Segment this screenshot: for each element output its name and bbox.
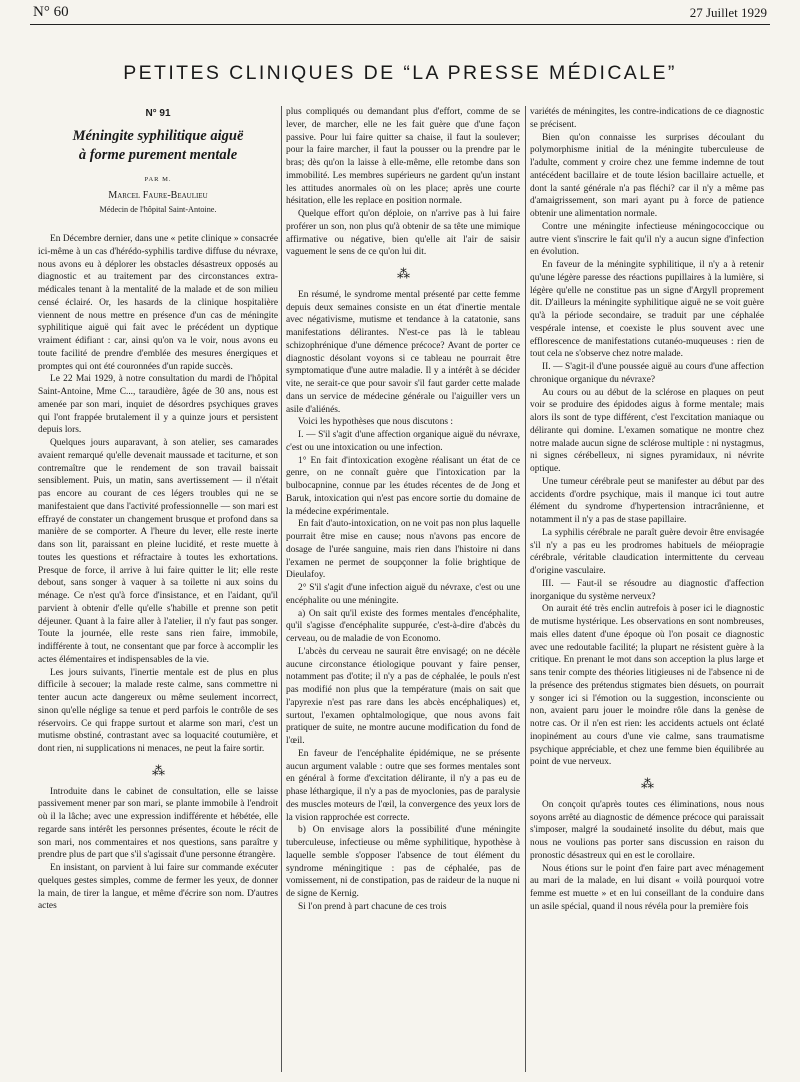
paragraph: 1° En fait d'intoxication exogène réalisant un état de ce genre, on ne connaît guère que l'intoxication par la bulbocapnine, connue par les études récentes de de Jong et Baruk, intoxication qui n'est pas encore sortie du domaine de la médecine expérimentale. (286, 455, 520, 517)
paragraph: Introduite dans le cabinet de consultation, elle se laisse passivement mener par son mari, se plante immobile à l'endroit où il la lâche; avec une expression indifférente et hébétée, elle regarde sans intérêt les personnes présentes, écoute le récit de son mari, nos commentaires et nos questions, sans paraître y prendre plus de part que s'il s'agissait d'une personne étrangère. (38, 786, 278, 861)
header-rule (30, 24, 770, 25)
paragraph: variétés de méningites, les contre-indications de ce diagnostic se précisent. (530, 107, 764, 130)
column-divider (281, 106, 282, 1072)
article-title (38, 127, 278, 165)
paragraph: En fait d'auto-intoxication, on ne voit pas non plus laquelle pourrait être mise en cause; nous n'avons pas encore de dosage de l'urée sanguine, mais rien dans l'histoire ni dans l'examen ne permet de soupçonner la folie brightique de Dieulafoy. (286, 519, 520, 581)
article-title-line2: à forme purement mentale (78, 146, 238, 163)
author-name: Marcel Faure-Beaulieu (108, 189, 208, 201)
paragraph: Contre une méningite infectieuse méningococcique ou autre vient s'inscrire le fait qu'il n'y a aucun signe d'infection en évolution. (530, 221, 764, 258)
paragraph: L'abcès du cerveau ne saurait être envisagé; on ne décèle aucune circonstance étiologique pouvant y faire penser, notamment pas d'otite; il n'y a pas de céphalée, le pouls n'est pas modifié non plus que la température (mais on sait que l'apyrexie n'est pas rare dans les abcès encéphaliques) et, surtout, l'examen ophtalmologique, que nous avons fait pratiquer de suite, ne montre aucune modification du fond de l'œil. (286, 646, 520, 746)
asterism-separator: ⁂ (397, 266, 409, 281)
paragraph: En faveur de l'encéphalite épidémique, ne se présente aucun argument valable : outre que ses formes mentales sont en général à forme d'excitation délirante, il n'y a pas eu de phase léthargique, il n'y a pas de myoclonies, pas de paralysie des muscles moteurs de l'œil, la convergence des yeux lors de la vision rapprochée est correcte. (286, 748, 520, 823)
paragraph: III. — Faut-il se résoudre au diagnostic d'affection inorganique du système nerveux? (530, 578, 764, 602)
paragraph: Les jours suivants, l'inertie mentale est de plus en plus difficile à secouer; la malade reste calme, sans commettre ni tenter aucun acte dangereux ou même seulement incorrect, sinon qu'elle néglige sa tenue et perd parfois le contrôle de ses réservoirs. Ce qui frappe surtout et alarme son mari, c'est un mutisme obstiné, contrastant avec sa loquacité coutumière, et dont rien, ni supplications ni menaces, ne peut la faire sortir. (38, 667, 278, 754)
byline-par: PAR M. (144, 175, 172, 183)
paragraph: Voici les hypothèses que nous discutons : (298, 417, 454, 428)
paragraph: Au cours ou au début de la sclérose en plaques on peut voir se produire des épidodes aigus à forme mentale; mais alors ils sont de type différent, c'est l'excitation maniaque ou délirante qui domine. L'examen somatique ne montre chez notre malade aucun signe de sclérose multiple : ni nystagmus, ni signes cérébelleux, ni signes pyramidaux, ni névrite optique. (530, 387, 764, 474)
article-title-line1: Méningite syphilitique aiguë (72, 127, 244, 144)
paragraph: Nous étions sur le point d'en faire part avec ménagement au mari de la malade, en lui disant « voilà pourquoi votre femme est muette » et en lui conseillant de la conduire dans un asile spécial, quand il nous révéla pour la première fois (530, 863, 764, 912)
paragraph: On conçoit qu'après toutes ces éliminations, nous nous soyons arrêté au diagnostic de démence précoce qui paraissait s'imposer, malgré la soudaineté insolite du début, mais que nous ne voulions pas porter sans discussion en raison du pronostic désastreux qui en est le corollaire. (530, 799, 764, 861)
issue-date: 27 Juillet 1929 (689, 5, 767, 20)
paragraph: En faveur de la méningite syphilitique, il n'y a à retenir qu'une légère paresse des réactions pupillaires à la lumière, si légère qu'elle ne constitue pas un signe d'Argyll proprement dit. D'ailleurs la méningite syphilitique aiguë ne se voit guère qu'à la période secondaire, se traduit par une céphalée vespérale intense, et coexiste le plus souvent avec une efflorescence de manifestations cutanéo-muqueuses : rien de tout cela ne s'observe chez notre malade. (530, 260, 764, 360)
section-title: PETITES CLINIQUES DE “LA PRESSE MÉDICALE” (123, 62, 677, 84)
author-affiliation: Médecin de l'hôpital Saint-Antoine. (99, 205, 217, 215)
paragraph: La syphilis cérébrale ne paraît guère devoir être envisagée s'il n'y a pas eu les prodromes habituels de méiopragie cérébrale, véritable claudication intermittente du cerveau d'origine vasculaire. (530, 527, 764, 576)
asterism-separator: ⁂ (641, 776, 653, 791)
paragraph: 2° S'il s'agit d'une infection aiguë du névraxe, c'est ou une encéphalite ou une méningite. (286, 583, 520, 606)
paragraph: Quelque effort qu'on déploie, on n'arrive pas à lui faire proférer un son, non plus qu'à obtenir de sa tête une mimique affirmative ou négative, bien qu'elle ait l'air de saisir vaguement le sens de ce qu'on lui dit. (286, 209, 520, 258)
paragraph: II. — S'agit-il d'une poussée aiguë au cours d'une affection chronique organique du névraxe? (530, 362, 764, 385)
column-1 (38, 106, 278, 1076)
paragraph: I. — S'il s'agit d'une affection organique aiguë du névraxe, c'est ou une intoxication ou une infection. (286, 430, 520, 453)
paragraph: On aurait été très enclin autrefois à poser ici le diagnostic de mutisme hystérique. Les observations en sont nombreuses, mais elles datent d'une époque où l'on posait ce diagnostic avec une redoutable facilité; la plupart ne résistent guère à la critique. En prenant le mot dans son acception la plus large et sans tenir compte des théories litigieuses ni de l'absence ni de la présence des prétendus stigmates bien désuets, on pourrait y songer ici si l'émotion ou la suggestion, inconsciente ou non, avaient paru jouer le moindre rôle dans la genèse de notre cas. Or il n'en est rien: les accidents actuels ont éclaté inopinément au cours d'une vie calme, sans traumatisme psychique appréciable, et chez une femme bien équilibrée au point de vue nerveux. (530, 604, 764, 768)
paragraph: En Décembre dernier, dans une « petite clinique » consacrée ici-même à un cas d'hérédo-syphilis tardive diffuse du névraxe, nous avons eu à déplorer les obstacles désastreux opposés au diagnostic et au traitement par des circonstances extra-médicales tenant à la mentalité de la malade et de son milieu censé éclairé. Or, les hasards de la clinique hospitalière viennent de nous mettre en présence d'un cas de méningite syphilitique aiguë qui fait avec le précédent un dyptique vraiment édifiant : car, ainsi qu'on va le voir, nous avons eu toute facilité de prendre d'emblée des mesures énergiques et promptes qui ont été couronnées d'un rapide succès. (38, 234, 278, 372)
paragraph: b) On envisage alors la possibilité d'une méningite tuberculeuse, infectieuse ou même syphilitique, hypothèse à laquelle semble s'opposer l'absence de tout élément du syndrome méningitique : pas de céphalée, pas de vomissement, ni de constipation, pas de raideur de la nuque ni de signe de Kernig. (286, 825, 520, 899)
paragraph: En insistant, on parvient à lui faire sur commande exécuter quelques gestes simples, comme de fermer les yeux, de donner la main, de tirer la langue, et même d'écrire son nom. D'autres actes (38, 863, 278, 912)
paragraph: Le 22 Mai 1929, à notre consultation du mardi de l'hôpital Saint-Antoine, Mme C..., taraudière, âgée de 30 ans, nous est amenée par son mari, inquiet de désordres psychiques graves qui l'ont frappée brutalement il y a quinze jours et persistent depuis lors. (38, 374, 278, 436)
column-3 (530, 106, 764, 1076)
paragraph: a) On sait qu'il existe des formes mentales d'encéphalite, qu'il s'agisse d'encéphalite suppurée, c'est-à-dire d'abcès du cerveau, ou de maladie de von Economo. (286, 608, 520, 644)
article-number: N° 91 (145, 108, 171, 119)
asterism-separator: ⁂ (152, 762, 164, 778)
paragraph: En résumé, le syndrome mental présenté par cette femme depuis deux semaines consiste en un état d'inertie mentale avec négativisme, mutisme et tendance à la catatonie, sans manifestations délirantes. N'est-ce pas là le tableau schizophrénique d'une démence précoce? Avant de porter ce diagnostic désolant voyons si ce tableau ne pourrait être symptomatique d'une autre maladie. Il y a intérêt à se décider vite, ne serait-ce que pour savoir s'il faut garder cette malade dans un service de médecine générale ou l'aiguiller vers un asile d'aliénés. (286, 289, 520, 415)
column-divider (525, 106, 526, 1072)
paragraph: plus compliqués ou demandant plus d'effort, comme de se lever, de marcher, elle ne les fait guère que d'une façon passive. Pour lui faire quitter sa chaise, il faut la soulever; pour la faire marcher, il faut la pousser ou la prendre par le bras; dès qu'on la laisse à elle-même, elle retombe dans son immobilité. Les membres supérieurs ne gardent qu'un instant les attitudes anormales où on les place; après une courte hésitation, elle les replace en position normale. (286, 107, 520, 207)
paragraph: Quelques jours auparavant, à son atelier, ses camarades avaient remarqué qu'elle devenait maussade et taciturne, et son contremaître que le rendement de son travail baissait sensiblement. Puis, un matin, sans avertissement — il n'était pas encore au courant de ces légers troubles qui ne se manifestaient que dans l'activité professionnelle — son mari est effrayé de constater un changement brusque et profond dans sa manière de se comporter. A l'heure du lever, elle reste inerte dans son lit, paraissant en pleine lucidité, et reste muette à toutes les questions et réfractaire à toutes les exhortations. Presque de force, il arrive à lui faire quitter le lit; elle reste debout, sans songer à vaquer à sa toilette ni aux soins du ménage. Ce n'est qu'à force d'insistance, et en l'aidant, qu'il parvient à obtenir d'elle qu'elle s'habille et prenne son petit déjeuner. Quant à la faire aller à l'atelier, il n'y faut pas songer. Toute la journée, elle reste sans rien faire, immobile, indifférente à tout, ne consentant que par force à accomplir les actes élémentaires et indispensables de la vie. (38, 438, 278, 665)
paragraph: Bien qu'on connaisse les surprises découlant du polymorphisme initial de la méningite tuberculeuse de l'adulte, comment y croire chez une femme indemne de tout antécédent bacillaire et de toute lésion bacillaire actuelle, et dont la santé générale n'a pas fléchi? car il n'y a même pas d'amaigrissement, son mari ayant pu à force de patience obtenir une alimentation normale. (530, 132, 764, 219)
paragraph: Si l'on prend à part chacune de ces trois (298, 901, 447, 912)
issue-number: N° 60 (33, 4, 69, 20)
paragraph: Une tumeur cérébrale peut se manifester au début par des accidents d'ordre psychique, mais il manque ici tout autre élément du syndrome d'hypertension intracrânienne, et notamment il n'y a pas de stase papillaire. (530, 476, 764, 525)
column-2 (286, 106, 520, 1076)
